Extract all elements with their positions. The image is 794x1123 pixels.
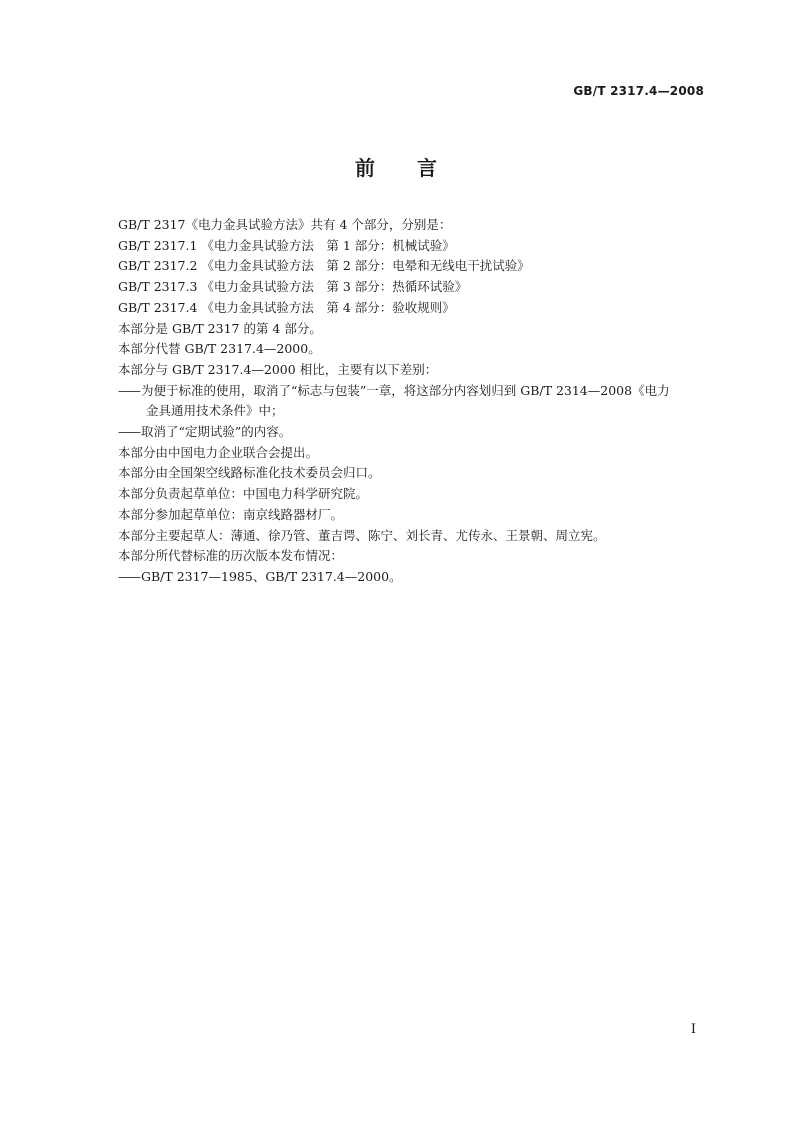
paragraph-history: 本部分所代替标准的历次版本发布情况： <box>118 548 344 564</box>
paragraph-part-statement: 本部分是 GB/T 2317 的第 4 部分。 <box>118 320 322 336</box>
part-2-entry: GB/T 2317.2 《电力金具试验方法 第 2 部分：电晕和无线电干扰试验》 <box>118 258 530 274</box>
paragraph-participating-unit: 本部分参加起草单位：南京线路器材厂。 <box>118 506 344 522</box>
title-char-1: 前 <box>355 156 377 180</box>
paragraph-proposed-by: 本部分由中国电力企业联合会提出。 <box>118 444 319 460</box>
history-item-text: GB/T 2317—1985、GB/T 2317.4—2000。 <box>141 568 402 584</box>
page-title <box>0 152 794 181</box>
difference-item-2 <box>118 422 708 443</box>
paragraph-drafting-unit: 本部分负责起草单位：中国电力科学研究院。 <box>118 486 369 502</box>
dash-marker: —— <box>118 568 139 584</box>
difference-item-1 <box>118 381 708 402</box>
part-1-entry: GB/T 2317.1 《电力金具试验方法 第 1 部分：机械试验》 <box>118 237 455 253</box>
page-number: I <box>690 1022 696 1037</box>
part-4-entry: GB/T 2317.4 《电力金具试验方法 第 4 部分：验收规则》 <box>118 299 455 315</box>
difference-item-1-continuation: 金具通用技术条件》中； <box>146 403 284 419</box>
difference-item-1-text: 为便于标准的使用，取消了“标志与包装”一章，将这部分内容划归到 GB/T 2314—2008《电力 <box>141 382 670 398</box>
paragraph-drafters: 本部分主要起草人：薄通、徐乃管、董吉谔、陈宁、刘长青、尤传永、王景朝、周立宪。 <box>118 527 606 543</box>
dash-marker: —— <box>118 424 139 440</box>
title-char-2: 言 <box>417 156 439 180</box>
standard-number: GB/T 2317.4—2008 <box>573 84 704 98</box>
paragraph-differences: 本部分与 GB/T 2317.4—2000 相比，主要有以下差别： <box>118 361 438 377</box>
difference-item-2-text: 取消了“定期试验”的内容。 <box>141 424 292 440</box>
paragraph-replaces: 本部分代替 GB/T 2317.4—2000。 <box>118 341 321 357</box>
part-3-entry: GB/T 2317.3 《电力金具试验方法 第 3 部分：热循环试验》 <box>118 279 468 295</box>
preface-body <box>118 215 708 588</box>
paragraph-parts-intro: GB/T 2317《电力金具试验方法》共有 4 个部分，分别是： <box>118 217 452 232</box>
paragraph-centralized-by: 本部分由全国架空线路标准化技术委员会归口。 <box>118 465 381 481</box>
history-item <box>118 567 708 588</box>
dash-marker: —— <box>118 382 139 398</box>
